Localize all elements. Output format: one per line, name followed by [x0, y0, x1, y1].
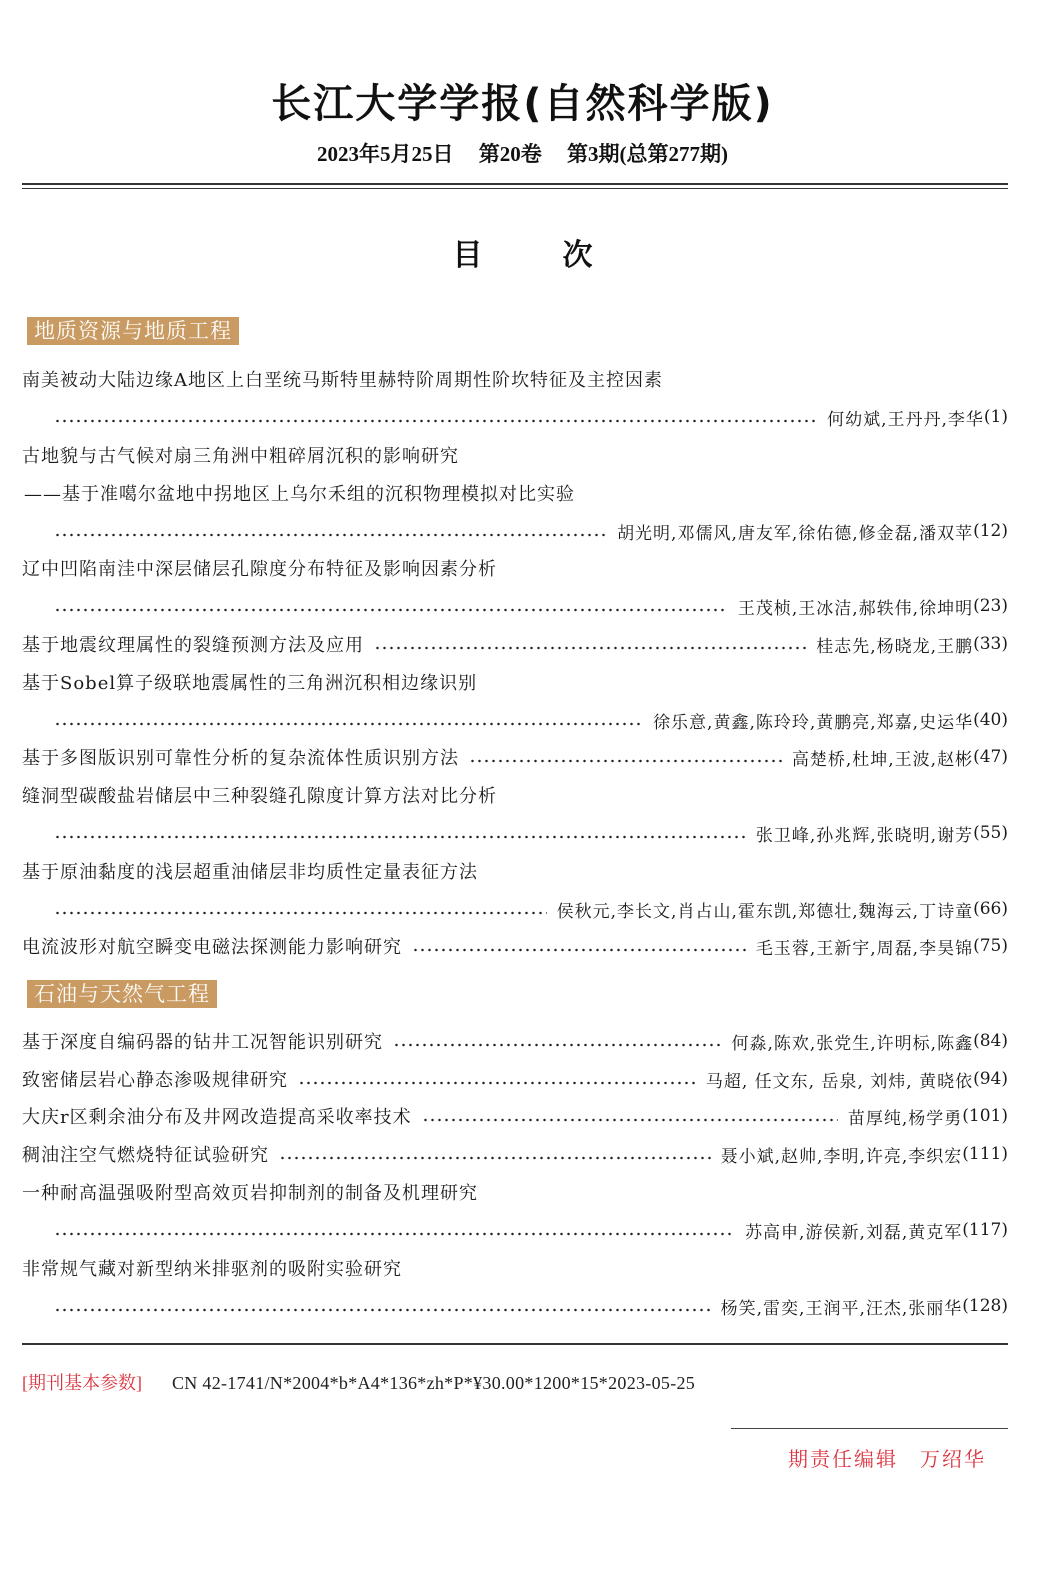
toc-heading-char-2: 次	[562, 238, 593, 273]
issue-info	[0, 138, 1045, 168]
article-page[interactable]: (23)	[973, 596, 1008, 616]
article-title[interactable]: 辽中凹陷南洼中深层储层孔隙度分布特征及影响因素分析	[22, 559, 497, 580]
toc-heading	[0, 230, 1045, 274]
params-label: [期刊基本参数]	[22, 1373, 142, 1393]
dot-leader	[374, 646, 806, 650]
article-authors: 何幼斌,王丹丹,李华	[827, 409, 984, 430]
toc-entry-title[interactable]	[22, 857, 1008, 885]
article-page[interactable]: (1)	[983, 407, 1008, 427]
article-authors: 聂小斌,赵帅,李明,许亮,李织宏	[720, 1146, 963, 1167]
toc-entry-title[interactable]	[22, 441, 1008, 469]
article-page[interactable]: (75)	[973, 936, 1008, 956]
toc-heading-char-1: 目	[452, 238, 483, 273]
article-page[interactable]: (128)	[962, 1296, 1008, 1316]
article-title[interactable]: 基于地震纹理属性的裂缝预测方法及应用	[22, 635, 364, 656]
article-title[interactable]: 非常规气藏对新型纳米排驱剂的吸附实验研究	[22, 1259, 402, 1280]
dot-leader	[54, 722, 643, 726]
article-page[interactable]: (55)	[973, 823, 1008, 843]
article-authors: 杨笑,雷奕,王润平,汪杰,张丽华	[720, 1298, 963, 1319]
editor-label: 期责任编辑	[788, 1447, 898, 1471]
toc-entry[interactable]	[22, 1065, 1008, 1093]
dot-leader	[469, 759, 782, 763]
article-title[interactable]: 基于原油黏度的浅层超重油储层非均质性定量表征方法	[22, 862, 478, 883]
toc-entry-title[interactable]	[22, 554, 1008, 582]
issue-date: 2023年5月25日	[317, 142, 454, 166]
toc-entry-title[interactable]	[22, 1178, 1008, 1206]
article-page[interactable]: (66)	[973, 899, 1008, 919]
article-title[interactable]: 南美被动大陆边缘A地区上白垩统马斯特里赫特阶周期性阶坎特征及主控因素	[22, 370, 663, 391]
toc-entry[interactable]	[22, 1027, 1008, 1055]
dot-leader	[54, 1232, 735, 1236]
header-divider	[22, 183, 1008, 189]
article-title[interactable]: 基于多图版识别可靠性分析的复杂流体性质识别方法	[22, 748, 459, 769]
responsible-editor	[788, 1446, 986, 1472]
dot-leader	[298, 1081, 696, 1085]
journal-title: 长江大学学报(自然科学版)	[271, 81, 774, 127]
dot-leader	[54, 835, 746, 839]
article-page[interactable]: (84)	[973, 1031, 1008, 1051]
article-title[interactable]: 基于深度自编码器的钻井工况智能识别研究	[22, 1032, 383, 1053]
article-page[interactable]: (12)	[973, 521, 1008, 541]
params-value: CN 42-1741/N*2004*b*A4*136*zh*P*¥30.00*1200*15*2023-05-25	[172, 1373, 696, 1393]
toc-entry-byline	[22, 706, 1008, 734]
dot-leader	[54, 419, 817, 423]
article-title[interactable]: 电流波形对航空瞬变电磁法探测能力影响研究	[22, 937, 402, 958]
section-tag-geology: 地质资源与地质工程	[27, 317, 239, 345]
journal-parameters	[22, 1370, 695, 1396]
toc-entry-byline	[22, 1292, 1008, 1320]
article-authors: 桂志先,杨晓龙,王鹏	[816, 636, 974, 657]
article-page[interactable]: (40)	[973, 710, 1008, 730]
toc-entry[interactable]	[22, 1102, 1008, 1130]
article-page[interactable]: (111)	[962, 1144, 1008, 1164]
issue-volume: 第20卷	[478, 142, 542, 166]
article-page[interactable]: (94)	[973, 1069, 1008, 1089]
editor-divider	[731, 1428, 1008, 1429]
article-authors: 苏高申,游侯新,刘磊,黄克军	[745, 1222, 963, 1243]
dot-leader	[422, 1118, 838, 1122]
article-authors: 高楚桥,杜坤,王波,赵彬	[791, 749, 974, 770]
article-page[interactable]: (117)	[962, 1220, 1008, 1240]
article-page[interactable]: (33)	[973, 634, 1008, 654]
toc-entry[interactable]	[22, 743, 1008, 771]
article-title[interactable]: 基于Sobel算子级联地震属性的三角洲沉积相边缘识别	[22, 673, 478, 694]
dot-leader	[412, 948, 746, 952]
article-page[interactable]: (101)	[962, 1106, 1008, 1126]
dot-leader	[54, 911, 547, 915]
footer-divider	[22, 1343, 1008, 1345]
section-tag-petroleum: 石油与天然气工程	[27, 980, 217, 1008]
article-title[interactable]: 古地貌与古气候对扇三角洲中粗碎屑沉积的影响研究	[22, 446, 459, 467]
article-authors: 胡光明,邓儒风,唐友军,徐佑德,修金磊,潘双苹	[617, 523, 974, 544]
article-authors: 侯秋元,李长文,肖占山,霍东凯,郑德壮,魏海云,丁诗童	[556, 901, 974, 922]
article-title[interactable]: 一种耐高温强吸附型高效页岩抑制剂的制备及机理研究	[22, 1183, 478, 1204]
article-authors: 何淼,陈欢,张党生,许明标,陈鑫	[731, 1033, 974, 1054]
article-title[interactable]: 缝洞型碳酸盐岩储层中三种裂缝孔隙度计算方法对比分析	[22, 786, 497, 807]
toc-entry-title[interactable]	[22, 781, 1008, 809]
toc-entry-title[interactable]	[22, 1254, 1008, 1282]
dot-leader	[54, 608, 728, 612]
editor-name: 万绍华	[920, 1447, 986, 1471]
article-authors: 张卫峰,孙兆辉,张晓明,谢芳	[755, 825, 974, 846]
article-subtitle: ——基于准噶尔盆地中拐地区上乌尔禾组的沉积物理模拟对比实验	[24, 484, 575, 505]
toc-entry-byline	[22, 819, 1008, 847]
dot-leader	[54, 533, 607, 537]
article-title[interactable]: 大庆r区剩余油分布及井网改造提高采收率技术	[22, 1107, 412, 1128]
toc-entry-title[interactable]	[22, 365, 1008, 393]
article-authors: 苗厚纯,杨学勇	[847, 1108, 963, 1129]
toc-entry-byline	[22, 403, 1008, 431]
article-authors: 毛玉蓉,王新宇,周磊,李昊锦	[755, 938, 974, 959]
toc-entry-subtitle	[22, 479, 1008, 507]
toc-entry-title[interactable]	[22, 668, 1008, 696]
article-title[interactable]: 致密储层岩心静态渗吸规律研究	[22, 1070, 288, 1091]
article-authors: 徐乐意,黄鑫,陈玲玲,黄鹏亮,郑嘉,史运华	[653, 712, 974, 733]
toc-entry-byline	[22, 517, 1008, 545]
article-authors: 马超, 任文东, 岳泉, 刘炜, 黄晓依	[705, 1071, 974, 1092]
toc-entry-byline	[22, 1216, 1008, 1244]
toc-entry[interactable]	[22, 630, 1008, 658]
issue-number: 第3期(总第277期)	[567, 142, 728, 166]
dot-leader	[54, 1308, 711, 1312]
toc-entry-byline	[22, 592, 1008, 620]
dot-leader	[279, 1156, 711, 1160]
toc-entry[interactable]	[22, 932, 1008, 960]
toc-entry-byline	[22, 895, 1008, 923]
article-title[interactable]: 稠油注空气燃烧特征试验研究	[22, 1145, 269, 1166]
dot-leader	[393, 1043, 721, 1047]
article-authors: 王茂桢,王冰洁,郝轶伟,徐坤明	[737, 598, 974, 619]
toc-entry[interactable]	[22, 1140, 1008, 1168]
article-page[interactable]: (47)	[973, 747, 1008, 767]
